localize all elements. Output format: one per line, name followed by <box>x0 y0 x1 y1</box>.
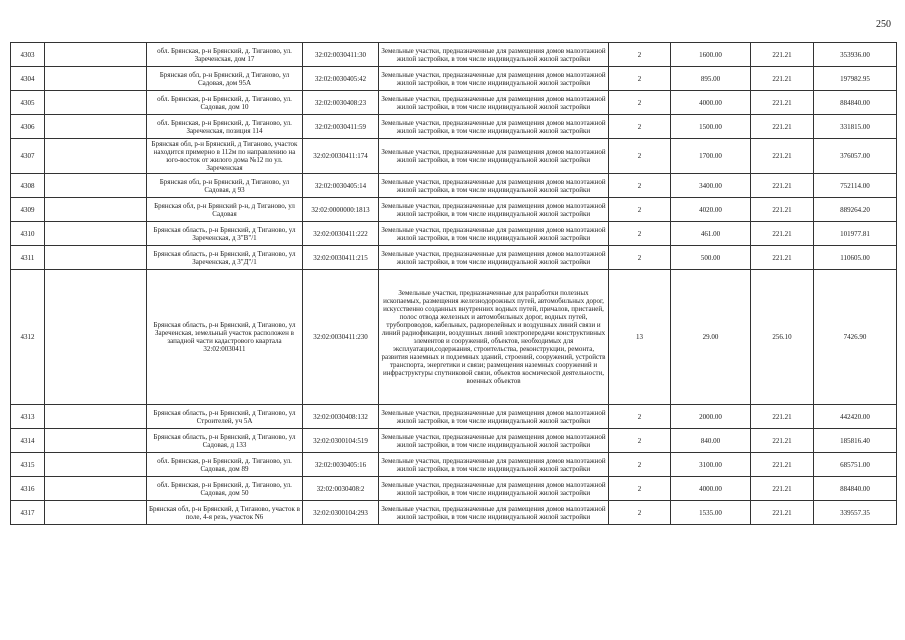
row-id-cell: 4306 <box>11 115 45 139</box>
cadastral-number-cell: 32:02:0030411:30 <box>303 43 379 67</box>
area-cell: 4020.00 <box>671 198 751 222</box>
blank-cell <box>45 91 147 115</box>
permitted-use-cell: Земельные участки, предназначенные для размещения домов малоэтажной жилой застройки, в том числе индивидуальной жилой застройки <box>379 198 609 222</box>
row-id-cell: 4309 <box>11 198 45 222</box>
blank-cell <box>45 115 147 139</box>
area-cell: 840.00 <box>671 429 751 453</box>
blank-cell <box>45 246 147 270</box>
category-cell: 2 <box>609 222 671 246</box>
category-cell: 2 <box>609 477 671 501</box>
address-cell: Брянская область, р-н Брянский, д Тиганово, ул Строителей, уч 5А <box>147 405 303 429</box>
cadastral-number-cell: 32:02:0030411:222 <box>303 222 379 246</box>
rate-cell: 221.21 <box>751 429 814 453</box>
cadastral-number-cell: 32:02:0030405:16 <box>303 453 379 477</box>
cadastral-number-cell: 32:02:0030411:59 <box>303 115 379 139</box>
permitted-use-cell: Земельные участки, предназначенные для разработки полезных ископаемых, размещения железнодорожных путей, автомобильных дорог, искусственно созданных внутренних водных путей, причалов, пристаней, полос отвода железных и автомобильных дорог, водных путей, трубопроводов, кабельных, радиорелейных и воздушных линий связи и линий радиофикации, воздушных линий электропередачи конструктивных элементов и сооружений, объектов, необходимых для эксплуатации,содержания, строительства, реконструкции, ремонта, развития наземных и подземных зданий, строений, сооружений, устройств транспорта, энергетики и связи; размещения наземных сооружений и инфраструктуры спутниковой связи, объектов космической деятельности, военных объектов <box>379 270 609 405</box>
category-cell: 2 <box>609 139 671 174</box>
address-cell: Брянская обл, р-н Брянский р-н, д Тиганово, ул Садовая <box>147 198 303 222</box>
category-cell: 2 <box>609 405 671 429</box>
table-row <box>11 270 897 405</box>
row-id-cell: 4308 <box>11 174 45 198</box>
area-cell: 461.00 <box>671 222 751 246</box>
permitted-use-cell: Земельные участки, предназначенные для размещения домов малоэтажной жилой застройки, в том числе индивидуальной жилой застройки <box>379 91 609 115</box>
table-row <box>11 43 897 67</box>
cadastral-value-cell: 884840.00 <box>814 477 897 501</box>
cadastral-value-cell: 339557.35 <box>814 501 897 525</box>
table-row <box>11 246 897 270</box>
permitted-use-cell: Земельные участки, предназначенные для размещения домов малоэтажной жилой застройки, в том числе индивидуальной жилой застройки <box>379 139 609 174</box>
area-cell: 1500.00 <box>671 115 751 139</box>
blank-cell <box>45 501 147 525</box>
row-id-cell: 4303 <box>11 43 45 67</box>
cadastral-value-cell: 185816.40 <box>814 429 897 453</box>
blank-cell <box>45 429 147 453</box>
row-id-cell: 4304 <box>11 67 45 91</box>
area-cell: 1535.00 <box>671 501 751 525</box>
row-id-cell: 4312 <box>11 270 45 405</box>
address-cell: Брянская область, р-н Брянский, д Тиганово, ул Зареченская, д 3"Д"/1 <box>147 246 303 270</box>
cadastral-number-cell: 32:02:0030411:230 <box>303 270 379 405</box>
category-cell: 2 <box>609 174 671 198</box>
cadastral-number-cell: 32:02:0030411:215 <box>303 246 379 270</box>
rate-cell: 256.10 <box>751 270 814 405</box>
permitted-use-cell: Земельные участки, предназначенные для размещения домов малоэтажной жилой застройки, в том числе индивидуальной жилой застройки <box>379 174 609 198</box>
rate-cell: 221.21 <box>751 501 814 525</box>
permitted-use-cell: Земельные участки, предназначенные для размещения домов малоэтажной жилой застройки, в том числе индивидуальной жилой застройки <box>379 115 609 139</box>
cadastral-value-cell: 884840.00 <box>814 91 897 115</box>
area-cell: 500.00 <box>671 246 751 270</box>
address-cell: обл. Брянская, р-н Брянский, д. Тиганово, ул. Садовая, дом 89 <box>147 453 303 477</box>
address-cell: обл. Брянская, р-н Брянский, д. Тиганово, ул. Зареченская, позиция 114 <box>147 115 303 139</box>
blank-cell <box>45 174 147 198</box>
address-cell: Брянская область, р-н Брянский, д Тиганово, ул Садовая, д 133 <box>147 429 303 453</box>
category-cell: 2 <box>609 43 671 67</box>
area-cell: 2000.00 <box>671 405 751 429</box>
permitted-use-cell: Земельные участки, предназначенные для размещения домов малоэтажной жилой застройки, в том числе индивидуальной жилой застройки <box>379 222 609 246</box>
cadastral-value-cell: 685751.00 <box>814 453 897 477</box>
rate-cell: 221.21 <box>751 67 814 91</box>
category-cell: 2 <box>609 115 671 139</box>
table-row <box>11 174 897 198</box>
row-id-cell: 4307 <box>11 139 45 174</box>
cadastral-number-cell: 32:02:0030408:2 <box>303 477 379 501</box>
rate-cell: 221.21 <box>751 43 814 67</box>
table-row <box>11 405 897 429</box>
blank-cell <box>45 139 147 174</box>
category-cell: 2 <box>609 91 671 115</box>
area-cell: 4000.00 <box>671 477 751 501</box>
land-registry-table <box>10 42 897 525</box>
blank-cell <box>45 43 147 67</box>
rate-cell: 221.21 <box>751 91 814 115</box>
cadastral-number-cell: 32:02:0300104:293 <box>303 501 379 525</box>
table-row <box>11 198 897 222</box>
blank-cell <box>45 477 147 501</box>
table-row <box>11 139 897 174</box>
table-row <box>11 222 897 246</box>
cadastral-number-cell: 32:02:0300104:519 <box>303 429 379 453</box>
row-id-cell: 4314 <box>11 429 45 453</box>
table-row <box>11 453 897 477</box>
address-cell: Брянская обл, р-н Брянский, д Тиганово, участок находится примерно в 112м по направлению на юго-восток от жилого дома №12 по ул. Зареченская <box>147 139 303 174</box>
category-cell: 2 <box>609 246 671 270</box>
address-cell: обл. Брянская, р-н Брянский, д. Тиганово, ул. Садовая, дом 50 <box>147 477 303 501</box>
row-id-cell: 4310 <box>11 222 45 246</box>
address-cell: обл. Брянская, р-н Брянский, д. Тиганово, ул. Зареченская, дом 17 <box>147 43 303 67</box>
page-number: 250 <box>876 19 891 30</box>
category-cell: 2 <box>609 429 671 453</box>
address-cell: Брянская обл, р-н Брянский, д Тиганово, ул Садовая, дом 95А <box>147 67 303 91</box>
cadastral-value-cell: 7426.90 <box>814 270 897 405</box>
cadastral-value-cell: 331815.00 <box>814 115 897 139</box>
rate-cell: 221.21 <box>751 477 814 501</box>
rate-cell: 221.21 <box>751 222 814 246</box>
category-cell: 2 <box>609 67 671 91</box>
permitted-use-cell: Земельные участки, предназначенные для размещения домов малоэтажной жилой застройки, в том числе индивидуальной жилой застройки <box>379 477 609 501</box>
rate-cell: 221.21 <box>751 198 814 222</box>
row-id-cell: 4315 <box>11 453 45 477</box>
blank-cell <box>45 198 147 222</box>
cadastral-value-cell: 353936.00 <box>814 43 897 67</box>
cadastral-number-cell: 32:02:0030405:42 <box>303 67 379 91</box>
table-row <box>11 477 897 501</box>
category-cell: 2 <box>609 198 671 222</box>
area-cell: 1700.00 <box>671 139 751 174</box>
address-cell: Брянская обл, р-н Брянский, д Тиганово, ул Садовая, д 93 <box>147 174 303 198</box>
rate-cell: 221.21 <box>751 246 814 270</box>
table-body <box>11 43 897 525</box>
rate-cell: 221.21 <box>751 115 814 139</box>
area-cell: 1600.00 <box>671 43 751 67</box>
cadastral-value-cell: 110605.00 <box>814 246 897 270</box>
rate-cell: 221.21 <box>751 453 814 477</box>
area-cell: 895.00 <box>671 67 751 91</box>
cadastral-number-cell: 32:02:0030411:174 <box>303 139 379 174</box>
table-row <box>11 67 897 91</box>
cadastral-value-cell: 197982.95 <box>814 67 897 91</box>
cadastral-number-cell: 32:02:0030408:132 <box>303 405 379 429</box>
table-row <box>11 501 897 525</box>
row-id-cell: 4305 <box>11 91 45 115</box>
cadastral-value-cell: 101977.81 <box>814 222 897 246</box>
blank-cell <box>45 453 147 477</box>
table-row <box>11 91 897 115</box>
permitted-use-cell: Земельные участки, предназначенные для размещения домов малоэтажной жилой застройки, в том числе индивидуальной жилой застройки <box>379 501 609 525</box>
address-cell: обл. Брянская, р-н Брянский, д. Тиганово, ул. Садовая, дом 10 <box>147 91 303 115</box>
row-id-cell: 4311 <box>11 246 45 270</box>
table-row <box>11 429 897 453</box>
area-cell: 4000.00 <box>671 91 751 115</box>
rate-cell: 221.21 <box>751 139 814 174</box>
rate-cell: 221.21 <box>751 174 814 198</box>
category-cell: 2 <box>609 453 671 477</box>
area-cell: 29.00 <box>671 270 751 405</box>
cadastral-value-cell: 376057.00 <box>814 139 897 174</box>
address-cell: Брянская область, р-н Брянский, д Тиганово, ул Зареченская, д 3"В"/1 <box>147 222 303 246</box>
cadastral-number-cell: 32:02:0000000:1813 <box>303 198 379 222</box>
row-id-cell: 4316 <box>11 477 45 501</box>
cadastral-number-cell: 32:02:0030405:14 <box>303 174 379 198</box>
permitted-use-cell: Земельные участки, предназначенные для размещения домов малоэтажной жилой застройки, в том числе индивидуальной жилой застройки <box>379 453 609 477</box>
category-cell: 2 <box>609 501 671 525</box>
row-id-cell: 4317 <box>11 501 45 525</box>
table-row <box>11 115 897 139</box>
area-cell: 3100.00 <box>671 453 751 477</box>
area-cell: 3400.00 <box>671 174 751 198</box>
cadastral-value-cell: 752114.00 <box>814 174 897 198</box>
cadastral-number-cell: 32:02:0030408:23 <box>303 91 379 115</box>
blank-cell <box>45 405 147 429</box>
permitted-use-cell: Земельные участки, предназначенные для размещения домов малоэтажной жилой застройки, в том числе индивидуальной жилой застройки <box>379 43 609 67</box>
cadastral-value-cell: 442420.00 <box>814 405 897 429</box>
address-cell: Брянская обл, р-н Брянский, д Тиганово, участок в поле, 4-я резь, участок N6 <box>147 501 303 525</box>
address-cell: Брянская область, р-н Брянский, д Тиганово, ул Зареченская, земельный участок расположен в западной части кадастрового квартала 32:02:0030411 <box>147 270 303 405</box>
permitted-use-cell: Земельные участки, предназначенные для размещения домов малоэтажной жилой застройки, в том числе индивидуальной жилой застройки <box>379 67 609 91</box>
blank-cell <box>45 222 147 246</box>
blank-cell <box>45 270 147 405</box>
permitted-use-cell: Земельные участки, предназначенные для размещения домов малоэтажной жилой застройки, в том числе индивидуальной жилой застройки <box>379 405 609 429</box>
blank-cell <box>45 67 147 91</box>
row-id-cell: 4313 <box>11 405 45 429</box>
category-cell: 13 <box>609 270 671 405</box>
cadastral-value-cell: 889264.20 <box>814 198 897 222</box>
permitted-use-cell: Земельные участки, предназначенные для размещения домов малоэтажной жилой застройки, в том числе индивидуальной жилой застройки <box>379 246 609 270</box>
rate-cell: 221.21 <box>751 405 814 429</box>
permitted-use-cell: Земельные участки, предназначенные для размещения домов малоэтажной жилой застройки, в том числе индивидуальной жилой застройки <box>379 429 609 453</box>
